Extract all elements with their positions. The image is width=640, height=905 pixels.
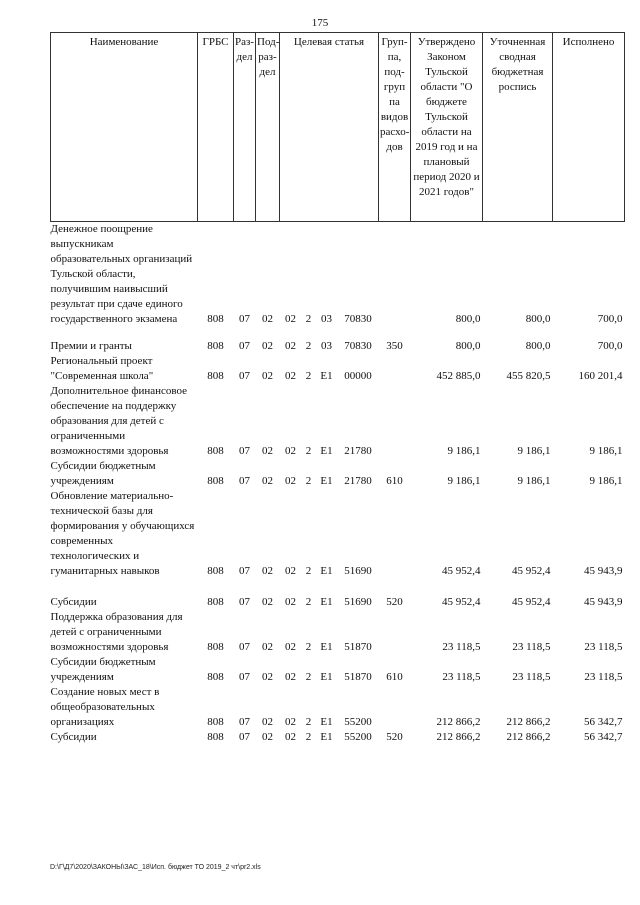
cell-executed: 9 186,1 (589, 475, 623, 487)
cell-name: Региональный проект "Современная школа" (50, 355, 154, 382)
cell-refined: 212 866,2 (506, 716, 551, 728)
table-row (51, 595, 625, 610)
cell-name: Обновление материально-технической базы для формирования у обучающихся современных технологических и гуманитарных навыков (50, 490, 195, 577)
cell-t1: 02 (285, 731, 296, 743)
table-row (51, 685, 625, 730)
table-row (51, 459, 625, 489)
cell-t2: 2 (305, 671, 312, 683)
cell-t1: 02 (285, 716, 296, 728)
cell-t2: 2 (305, 475, 312, 487)
cell-refined: 9 186,1 (517, 445, 551, 457)
cell-group (379, 354, 411, 384)
header-refined: Уточненная сводная бюджетная роспись (483, 33, 553, 222)
spacer-cell (51, 579, 625, 595)
header-group: Груп-па, под-груп па видов расхо-дов (379, 33, 411, 222)
cell-razdel: 07 (239, 671, 250, 683)
cell-approved: 212 866,2 (436, 716, 481, 728)
spacer-cell (51, 327, 625, 339)
table-row (51, 610, 625, 655)
cell-grbs: 808 (207, 671, 224, 683)
cell-refined: 212 866,2 (506, 731, 551, 743)
cell-t3: E1 (320, 565, 333, 577)
cell-executed: 23 118,5 (584, 671, 623, 683)
table-row (51, 354, 625, 384)
cell-t3: 03 (321, 313, 332, 325)
cell-approved: 9 186,1 (447, 445, 481, 457)
header-executed: Исполнено (553, 33, 625, 222)
cell-podrazdel: 02 (262, 313, 273, 325)
cell-t3: 03 (321, 340, 332, 352)
cell-t4: 21780 (344, 475, 372, 487)
cell-grbs: 808 (207, 313, 224, 325)
cell-t2: 2 (305, 565, 312, 577)
cell-group: 350 (386, 340, 403, 352)
cell-name: Субсидии бюджетным учреждениям (50, 460, 156, 487)
cell-group (379, 489, 411, 579)
cell-group: 610 (386, 671, 403, 683)
cell-razdel: 07 (239, 716, 250, 728)
cell-razdel: 07 (239, 731, 250, 743)
table-row (51, 339, 625, 354)
cell-t1: 02 (285, 340, 296, 352)
cell-refined: 455 820,5 (506, 370, 551, 382)
header-podrazdel: Под-раз-дел (256, 33, 280, 222)
cell-t2: 2 (305, 716, 312, 728)
cell-podrazdel: 02 (262, 641, 273, 653)
cell-razdel: 07 (239, 475, 250, 487)
cell-group (379, 222, 411, 328)
cell-executed: 23 118,5 (584, 641, 623, 653)
cell-approved: 23 118,5 (442, 671, 481, 683)
cell-executed: 56 342,7 (584, 731, 623, 743)
cell-razdel: 07 (239, 565, 250, 577)
cell-razdel: 07 (239, 370, 250, 382)
cell-refined: 800,0 (525, 313, 551, 325)
cell-t4: 51690 (344, 596, 372, 608)
cell-approved: 23 118,5 (442, 641, 481, 653)
cell-grbs: 808 (207, 565, 224, 577)
cell-t3: E1 (320, 475, 333, 487)
cell-name: Субсидии бюджетным учреждениям (50, 656, 156, 683)
header-name: Наименование (51, 33, 198, 222)
cell-refined: 800,0 (525, 340, 551, 352)
cell-approved: 452 885,0 (436, 370, 481, 382)
cell-razdel: 07 (239, 313, 250, 325)
cell-t1: 02 (285, 671, 296, 683)
cell-name: Субсидии (50, 596, 97, 608)
cell-t4: 00000 (344, 370, 372, 382)
cell-t2: 2 (305, 445, 312, 457)
cell-t1: 02 (285, 475, 296, 487)
cell-podrazdel: 02 (262, 565, 273, 577)
page-number: 175 (311, 17, 329, 29)
cell-group: 520 (386, 596, 403, 608)
cell-podrazdel: 02 (262, 445, 273, 457)
cell-executed: 45 943,9 (584, 596, 623, 608)
table-row (51, 489, 625, 579)
cell-grbs: 808 (207, 716, 224, 728)
table-body (51, 222, 625, 746)
cell-grbs: 808 (207, 641, 224, 653)
cell-group (379, 384, 411, 459)
cell-approved: 45 952,4 (442, 596, 481, 608)
cell-t4: 51870 (344, 671, 372, 683)
cell-name: Дополнительное финансовое обеспечение на поддержку образования для детей с ограниченными возможностями здоровья (50, 385, 188, 457)
cell-podrazdel: 02 (262, 671, 273, 683)
cell-t3: E1 (320, 731, 333, 743)
cell-refined: 23 118,5 (512, 671, 551, 683)
cell-name: Создание новых мест в общеобразовательных организациях (50, 686, 160, 728)
cell-group (379, 610, 411, 655)
header-razdel: Раз-дел (234, 33, 256, 222)
header-target: Целевая статья (280, 33, 379, 222)
cell-razdel: 07 (239, 340, 250, 352)
cell-t1: 02 (285, 445, 296, 457)
cell-executed: 160 201,4 (578, 370, 623, 382)
file-path-footer: D:\Г\Д7\2020\ЗАКОНЫ\ЗАС_18\Исп. бюджет ТО 2019_2 чт\pr2.xls (50, 864, 261, 871)
cell-podrazdel: 02 (262, 475, 273, 487)
cell-approved: 9 186,1 (447, 475, 481, 487)
cell-executed: 9 186,1 (589, 445, 623, 457)
cell-group (379, 685, 411, 730)
cell-t3: E1 (320, 445, 333, 457)
cell-t4: 70830 (344, 313, 372, 325)
cell-t4: 21780 (344, 445, 372, 457)
cell-group: 520 (386, 731, 403, 743)
cell-t4: 51870 (344, 641, 372, 653)
cell-t4: 55200 (344, 731, 372, 743)
cell-grbs: 808 (207, 445, 224, 457)
cell-t2: 2 (305, 596, 312, 608)
row-spacer (51, 579, 625, 595)
cell-t1: 02 (285, 370, 296, 382)
cell-name: Премии и гранты (50, 340, 132, 352)
row-spacer (51, 327, 625, 339)
budget-table (50, 32, 625, 745)
cell-t2: 2 (305, 641, 312, 653)
cell-razdel: 07 (239, 445, 250, 457)
cell-refined: 45 952,4 (512, 596, 551, 608)
cell-t2: 2 (305, 340, 312, 352)
cell-approved: 45 952,4 (442, 565, 481, 577)
cell-t1: 02 (285, 641, 296, 653)
table-row (51, 730, 625, 745)
cell-t2: 2 (305, 731, 312, 743)
cell-t2: 2 (305, 313, 312, 325)
cell-t1: 02 (285, 313, 296, 325)
cell-t3: E1 (320, 671, 333, 683)
cell-approved: 800,0 (455, 313, 481, 325)
cell-t4: 55200 (344, 716, 372, 728)
cell-t3: E1 (320, 596, 333, 608)
cell-razdel: 07 (239, 641, 250, 653)
cell-grbs: 808 (207, 370, 224, 382)
cell-t3: E1 (320, 641, 333, 653)
table-row (51, 384, 625, 459)
table-header-row (51, 33, 625, 222)
cell-podrazdel: 02 (262, 596, 273, 608)
cell-t4: 51690 (344, 565, 372, 577)
header-approved: Утверждено Законом Тульской области "О бюджете Тульской области на 2019 год и на плановый период 2020 и 2021 годов" (411, 33, 483, 222)
cell-t2: 2 (305, 370, 312, 382)
cell-podrazdel: 02 (262, 731, 273, 743)
cell-approved: 212 866,2 (436, 731, 481, 743)
header-grbs: ГРБС (198, 33, 234, 222)
cell-name: Поддержка образования для детей с ограниченными возможностями здоровья (50, 611, 183, 653)
cell-refined: 45 952,4 (512, 565, 551, 577)
cell-podrazdel: 02 (262, 370, 273, 382)
cell-name: Денежное поощрение выпускникам образовательных организаций Тульской области, получившим наивысший результат при сдаче единого государственного экзамена (50, 223, 193, 325)
cell-group: 610 (386, 475, 403, 487)
cell-podrazdel: 02 (262, 340, 273, 352)
cell-grbs: 808 (207, 475, 224, 487)
cell-t1: 02 (285, 565, 296, 577)
cell-t1: 02 (285, 596, 296, 608)
cell-executed: 700,0 (597, 313, 623, 325)
cell-grbs: 808 (207, 596, 224, 608)
cell-razdel: 07 (239, 596, 250, 608)
cell-grbs: 808 (207, 340, 224, 352)
table-row (51, 655, 625, 685)
cell-t4: 70830 (344, 340, 372, 352)
cell-executed: 56 342,7 (584, 716, 623, 728)
cell-grbs: 808 (207, 731, 224, 743)
cell-approved: 800,0 (455, 340, 481, 352)
cell-executed: 700,0 (597, 340, 623, 352)
cell-podrazdel: 02 (262, 716, 273, 728)
cell-t3: E1 (320, 716, 333, 728)
cell-refined: 23 118,5 (512, 641, 551, 653)
cell-executed: 45 943,9 (584, 565, 623, 577)
cell-name: Субсидии (50, 731, 97, 743)
cell-refined: 9 186,1 (517, 475, 551, 487)
table-row (51, 222, 625, 328)
cell-t3: E1 (320, 370, 333, 382)
